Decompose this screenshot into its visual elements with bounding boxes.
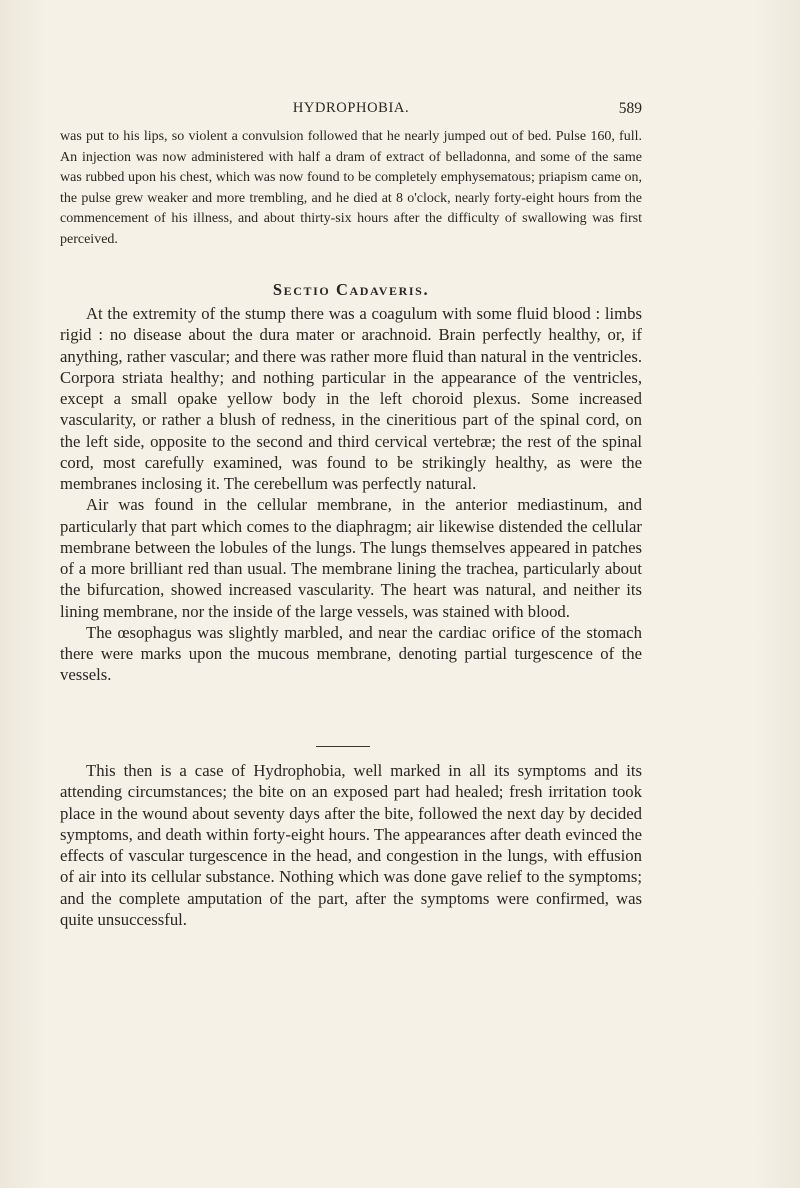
section-divider-rule [316,746,370,747]
section-title: Sectio Cadaveris. [272,280,430,299]
intro-paragraph: was put to his lips, so violent a convulsion followed that he nearly jumped out of bed. Pulse 160, full. An injection was now administered with half a dram of extract of belladonna, and some of the same was rubbed upon his chest, which was now found to be completely emphysematous; priapism came on, the pulse grew weaker and more trembling, and he died at 8 o'clock, nearly forty-eight hours from the commencement of his illness, and about thirty-six hours after the difficulty of swallowing was first perceived. [60,129,642,247]
running-head [60,100,642,122]
body-paragraph: Air was found in the cellular membrane, in the anterior mediastinum, and particularly that part which comes to the diaphragm; air likewise distended the cellular membrane between the lobules of the lungs. The lungs themselves appeared in patches of a more brilliant red than usual. The membrane lining the trachea, particularly about the bifurcation, showed increased vascularity. The heart was natural, and neither its lining membrane, nor the inside of the large vessels, was stained with blood. [60,495,642,621]
body-paragraph: At the extremity of the stump there was a coagulum with some fluid blood : limbs rigid : no disease about the dura mater or arachnoid. Brain perfectly healthy, or, if anything, rather vascular; and there was rather more fluid than natural in the ventricles. Corpora striata healthy; and nothing particular in the appearance of the ventricles, except a small opake yellow body in the left choroid plexus. Some increased vascularity, or rather a blush of redness, in the cineritious part of the spinal cord, on the left side, opposite to the second and third cervical vertebræ; the rest of the spinal cord, most carefully examined, was found to be strikingly healthy, as were the membranes inclosing it. The cerebellum was perfectly natural. [60,304,642,493]
body-paragraph: The œsophagus was slightly marbled, and near the cardiac orifice of the stomach there were marks upon the mucous membrane, denoting partial turgescence of the vessels. [60,622,642,685]
post-mortem-findings [60,303,642,686]
page-number: 589 [618,100,642,117]
running-head-title: HYDROPHOBIA. [292,100,410,116]
summary-paragraph: This then is a case of Hydrophobia, well marked in all its symptoms and its attending circumstances; the bite on an exposed part had healed; fresh irritation took place in the wound about seventy days after the bite, followed the next day by decided symptoms, and death within forty-eight hours. The appearances after death evinced the effects of vascular turgescence in the head, and congestion in the lungs, with effusion of air into its cellular substance. Nothing which was done gave relief to the symptoms; and the complete amputation of the part, after the symptoms were confirmed, was quite unsuccessful. [60,761,642,930]
